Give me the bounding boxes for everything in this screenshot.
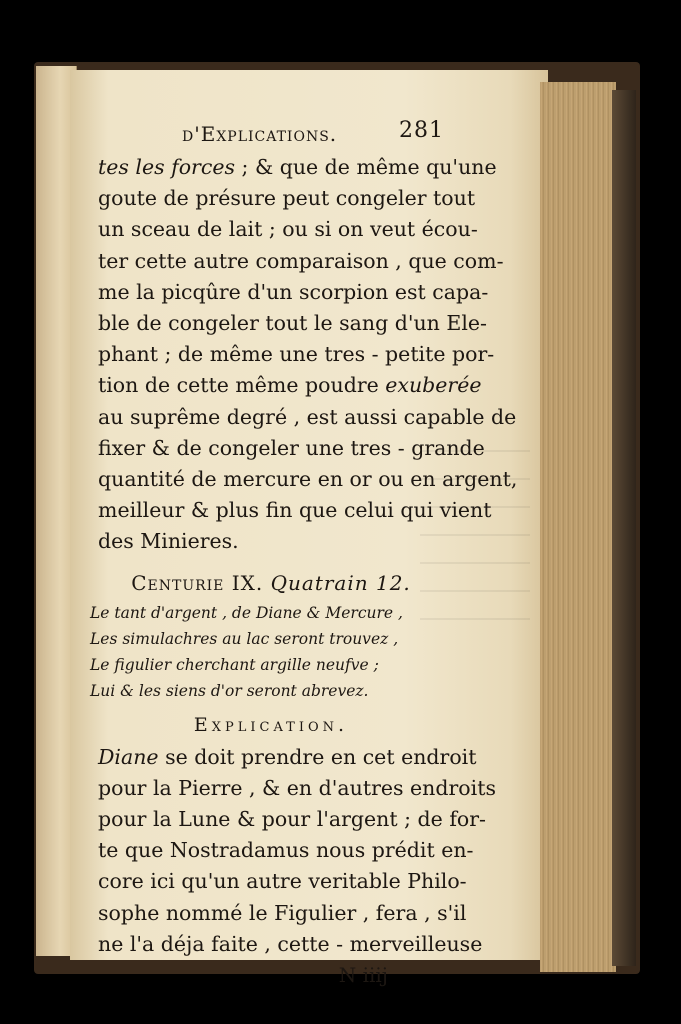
text-run: ble de congeler tout le sang d'un Ele- — [98, 311, 487, 336]
text-line — [98, 742, 477, 773]
text-line — [98, 277, 489, 308]
text-run: goute de présure peut congeler tout — [98, 186, 476, 211]
text-run: ter cette autre comparaison , que com- — [98, 248, 504, 273]
text-line — [98, 773, 496, 804]
text-run: tion de cette même poudre — [98, 373, 386, 398]
italic-run: Diane — [98, 744, 159, 769]
quatrain-label: Quatrain 12. — [270, 570, 411, 595]
text-run: fixer & de congeler une tres - grande — [98, 435, 485, 460]
spine-edge — [612, 90, 636, 966]
text-run: phant ; de même une tres - petite por- — [98, 342, 495, 367]
text-run: quantité de mercure en or ou en argent, — [98, 467, 518, 492]
verse-line: Les simulachres au lac seront trouvez , — [90, 629, 399, 648]
text-line — [98, 308, 487, 339]
verse-line: Le figulier cherchant argille neufve ; — [90, 655, 379, 674]
text-line — [98, 246, 504, 277]
running-head — [98, 118, 444, 152]
section-heading — [98, 566, 444, 600]
italic-run: exuberée — [385, 373, 482, 398]
quatrain-verses — [90, 600, 444, 704]
text-run: meilleur & plus fin que celui qui vient — [98, 498, 492, 523]
text-run: pour la Pierre , & en d'autres endroits — [98, 775, 496, 800]
text-line — [98, 526, 444, 557]
text-run: me la picqûre d'un scorpion est capa- — [98, 279, 489, 304]
text-line — [98, 339, 495, 370]
explication-heading: Explication. — [193, 713, 349, 736]
italic-run: tes les forces — [98, 155, 235, 179]
text-line — [98, 402, 517, 433]
text-line — [98, 152, 497, 183]
text-line — [98, 183, 476, 214]
text-line — [98, 433, 485, 464]
text-run: se doit prendre en cet endroit — [158, 744, 477, 769]
text-line — [98, 804, 486, 835]
text-run: ; & que de même qu'une — [235, 155, 497, 179]
text-line — [98, 929, 483, 960]
text-run: un sceau de lait ; ou si on veut écou- — [98, 217, 478, 242]
paragraph-1 — [98, 152, 518, 558]
running-head-title: d'Explications. — [182, 122, 338, 146]
text-run: core ici qu'un autre veritable Philo- — [98, 869, 467, 894]
text-line — [98, 495, 492, 526]
page-number: 281 — [399, 118, 444, 143]
text-run: pour la Lune & pour l'argent ; de for- — [98, 807, 486, 832]
centurie-label: Centurie IX. — [131, 570, 264, 595]
text-line — [98, 370, 482, 401]
text-run: au suprême degré , est aussi capable de — [98, 404, 517, 429]
text-run: sophe nommé le Figulier , fera , s'il — [98, 900, 467, 925]
verse-line: Le tant d'argent , de Diane & Mercure , — [90, 603, 403, 622]
text-line — [98, 214, 478, 245]
text-run: des Minieres. — [98, 529, 239, 554]
text-run: ne l'a déja faite , cette - merveilleuse — [98, 931, 483, 956]
text-run: te que Nostradamus nous prédit en- — [98, 838, 474, 863]
paragraph-2 — [98, 742, 496, 960]
text-line — [98, 866, 467, 897]
page-text — [90, 118, 518, 990]
text-line — [98, 898, 467, 929]
signature-mark: N iiij — [338, 963, 388, 988]
text-line — [98, 835, 474, 866]
verse-line: Lui & les siens d'or seront abrevez. — [90, 681, 369, 700]
page-block-edge — [540, 82, 616, 972]
text-line — [98, 464, 518, 495]
